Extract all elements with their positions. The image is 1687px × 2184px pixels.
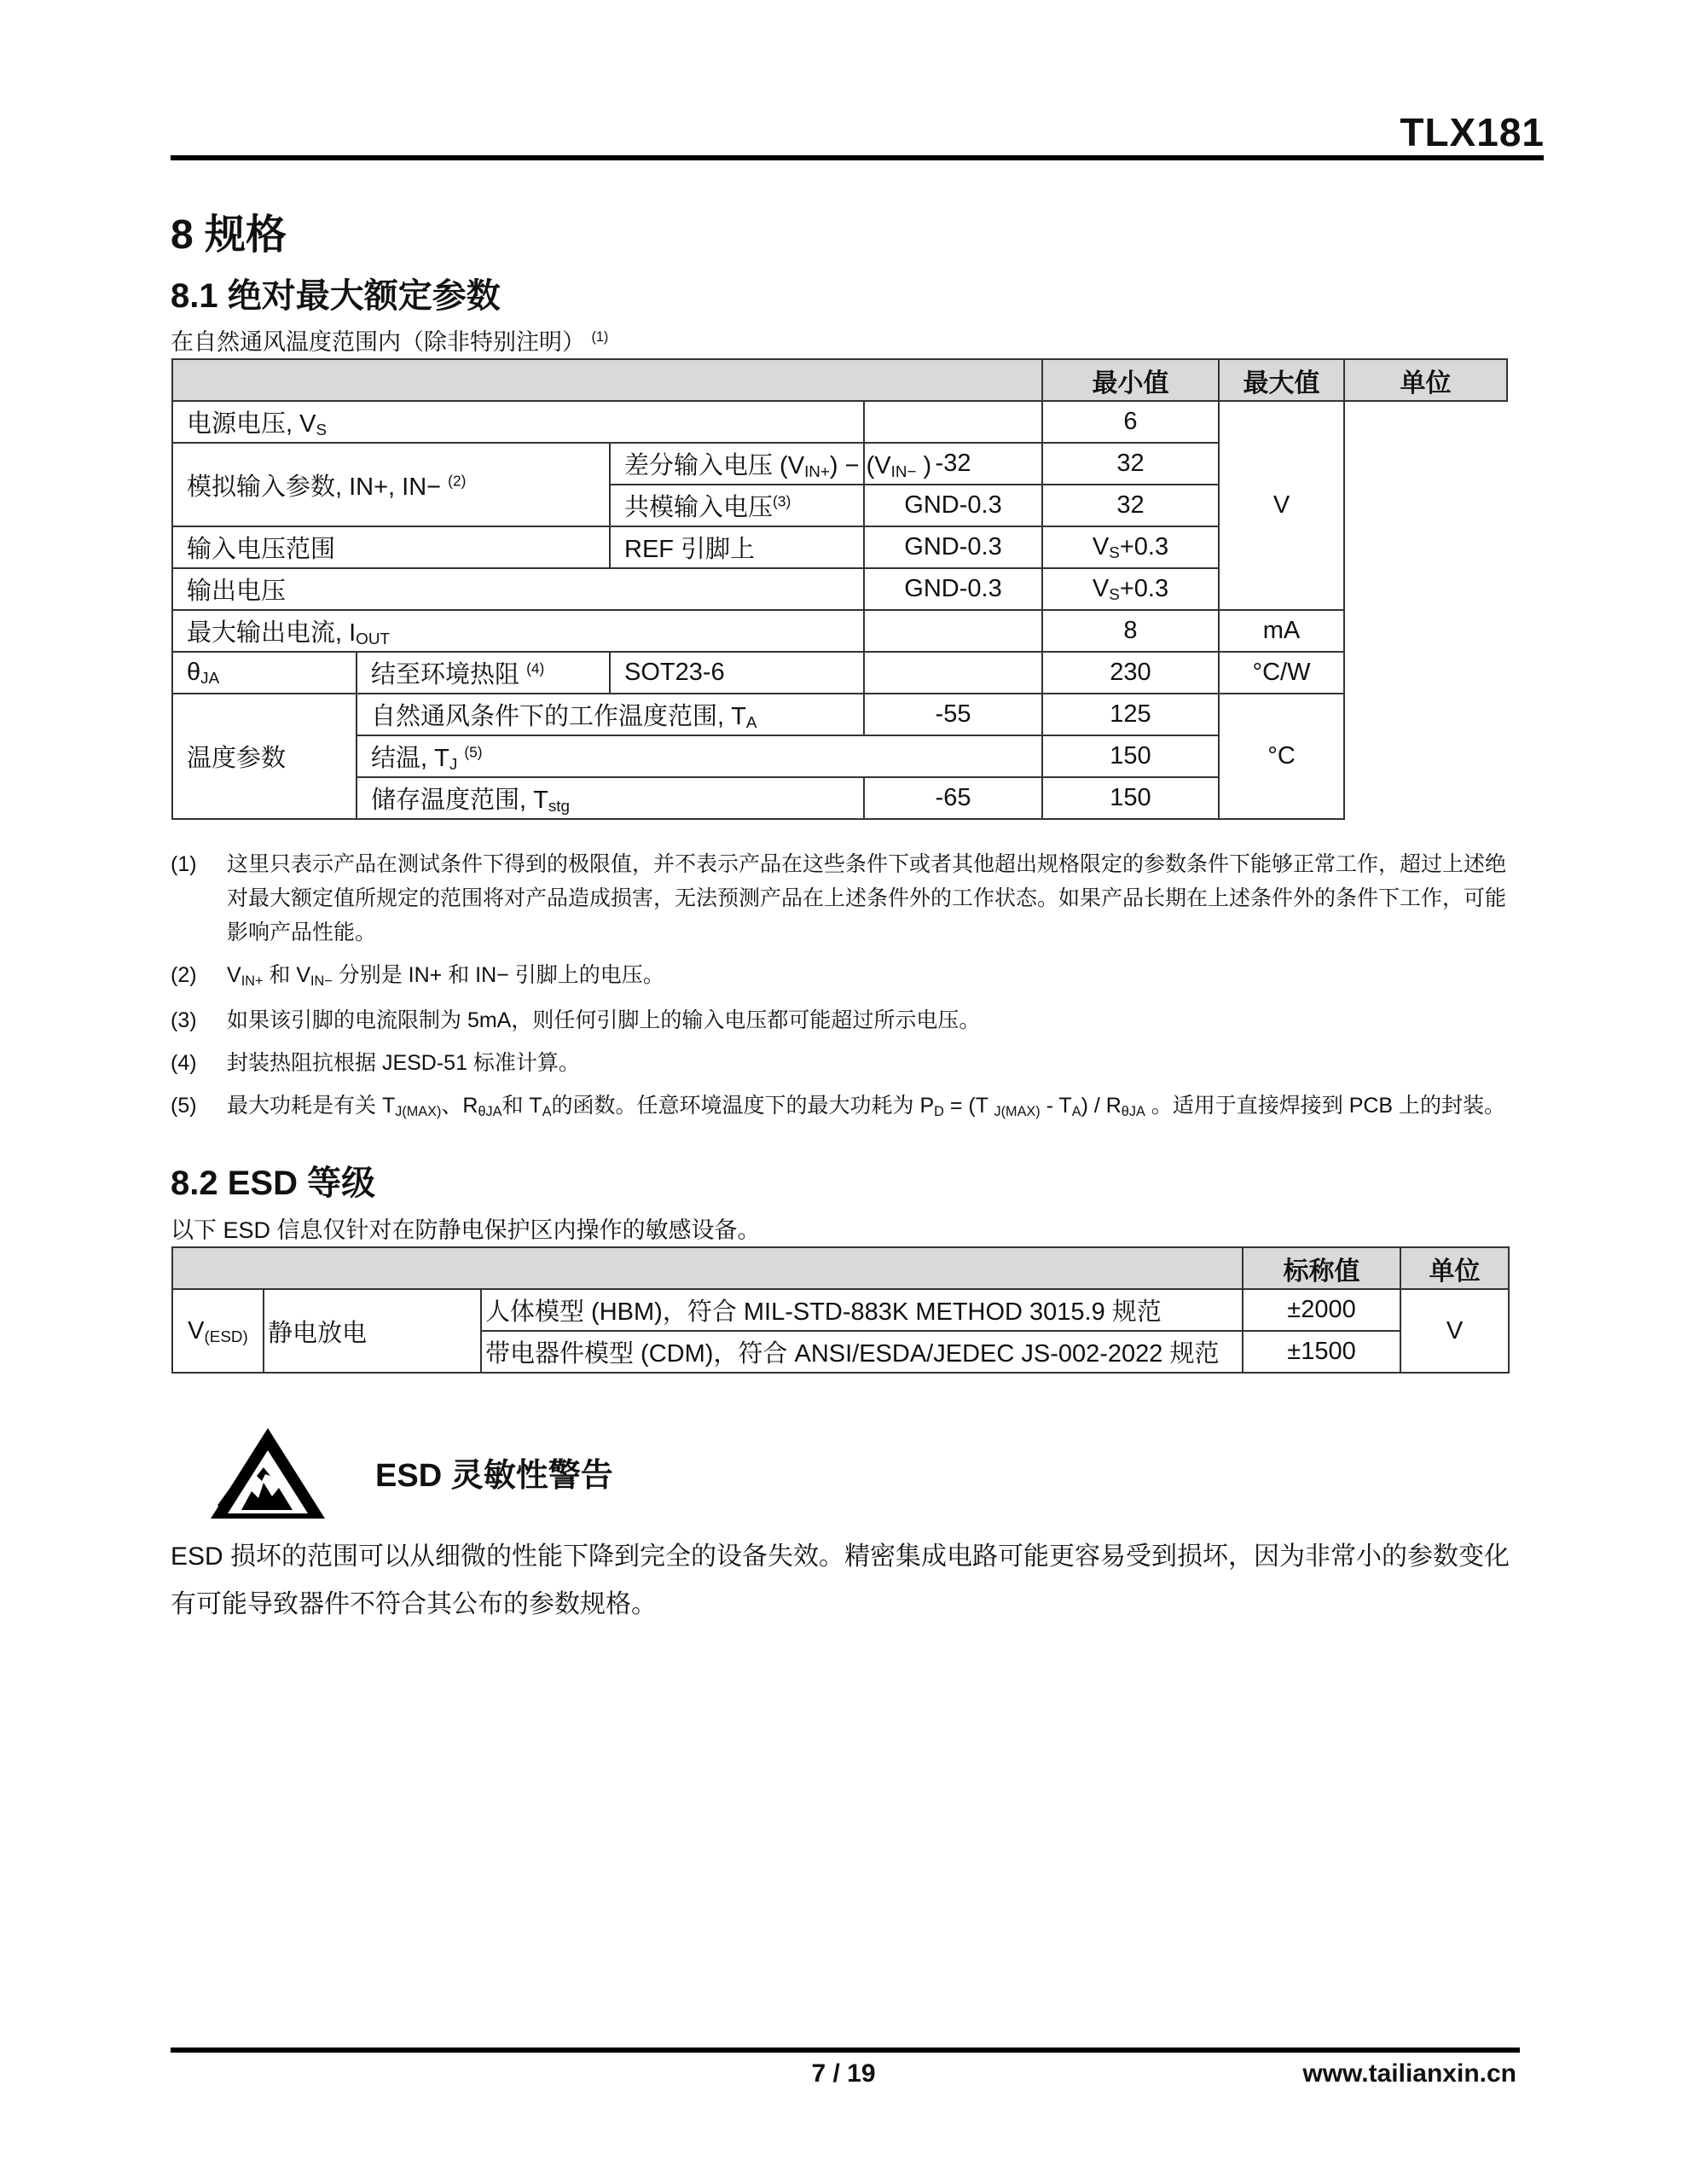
table-row — [172, 1289, 1509, 1331]
part-number: TLX181 — [1400, 110, 1545, 154]
table-header-row — [172, 1247, 1509, 1289]
cdm-value: ±1500 — [1243, 1331, 1400, 1373]
iout-label: 最大输出电流, $I_{OUT}$ — [172, 610, 864, 652]
esd-warning-title: ESD 灵敏性警告 — [375, 1458, 613, 1494]
storage-temp-max: 150 — [1042, 777, 1219, 819]
theta-max: 230 — [1042, 652, 1219, 694]
header-value: 标称值 — [1243, 1247, 1400, 1289]
cm-max: 32 — [1042, 485, 1219, 526]
esd-symbol: $V_{(ESD)}$ — [172, 1289, 264, 1373]
esd-title: 8.2 ESD 等级 — [171, 1165, 376, 1202]
footnotes — [171, 847, 1518, 1134]
esd-warning-body: ESD 损坏的范围可以从细微的性能下降到完全的设备失效。精密集成电路可能更容易受到损坏，因为非常小的参数变化有可能导致器件不符合其公布的参数规格。 — [171, 1542, 1510, 1618]
cm-min: GND-0.3 — [864, 485, 1042, 526]
iout-max: 8 — [1042, 610, 1219, 652]
amr-title: 8.1 绝对最大额定参数 — [171, 277, 501, 315]
diff-min: -32 — [864, 443, 1042, 485]
iout-min — [864, 610, 1042, 652]
esd-intro: 以下 ESD 信息仅针对在防静电保护区内操作的敏感设备。 — [171, 1217, 761, 1243]
diff-input-label: 差分输入电压 $(V_{IN+}) - (V_{IN-}$ ) — [610, 443, 864, 485]
theta-label: 结至环境热阻 $^{(4)}$ — [357, 652, 610, 694]
tj-label: 结温, $T_J$ $^{(5)}$ — [357, 735, 1042, 777]
header-unit: 单位 — [1344, 359, 1507, 401]
input-range-cond: REF 引脚上 — [610, 526, 864, 568]
storage-temp-label: 储存温度范围, $T_{stg}$ — [357, 777, 864, 819]
theta-symbol: $\theta_{JA}$ — [172, 652, 357, 694]
esd-sensitive-icon — [207, 1425, 328, 1523]
input-range-max: $V_S+0.3$ — [1042, 526, 1219, 568]
temp-label: 温度参数 — [172, 694, 357, 819]
op-temp-label: 自然通风条件下的工作温度范围, $T_A$ — [357, 694, 864, 735]
abs-max-table — [171, 358, 1508, 820]
theta-unit: °C/W — [1219, 652, 1344, 694]
diff-max: 32 — [1042, 443, 1219, 485]
output-min: GND-0.3 — [864, 568, 1042, 610]
website-link[interactable]: www.tailianxin.cn — [1302, 2059, 1516, 2088]
op-temp-max: 125 — [1042, 694, 1219, 735]
supply-min — [864, 401, 1042, 443]
hbm-label: 人体模型 (HBM)，符合 MIL-STD-883K METHOD 3015.9 规范 — [481, 1289, 1243, 1331]
footnote: (4) 封装热阻抗根据 JESD-51 标准计算。 — [171, 1051, 580, 1075]
table-row — [172, 401, 1507, 443]
header-blank — [172, 1247, 1243, 1289]
header-min: 最小值 — [1042, 359, 1219, 401]
esd-table — [171, 1246, 1510, 1374]
section-title: 8 规格 — [171, 212, 287, 258]
header-max: 最大值 — [1219, 359, 1344, 401]
footnote: (3) 如果该引脚的电流限制为 5mA，则任何引脚上的输入电压都可能超过所示电压。 — [171, 1008, 981, 1032]
iout-unit: mA — [1219, 610, 1344, 652]
theta-package: SOT23-6 — [610, 652, 864, 694]
temp-unit: °C — [1219, 694, 1344, 819]
input-range-label: 输入电压范围 — [172, 526, 610, 568]
header-unit: 单位 — [1400, 1247, 1509, 1289]
table-header-row — [172, 359, 1507, 401]
op-temp-min: -55 — [864, 694, 1042, 735]
output-label: 输出电压 — [172, 568, 864, 610]
voltage-unit: V — [1219, 401, 1344, 610]
cm-input-label: 共模输入电压$^{(3)}$ — [610, 485, 864, 526]
tj-max: 150 — [1042, 735, 1219, 777]
footer-rule — [171, 2048, 1520, 2053]
footnote: (5) 最大功耗是有关 $T_{J(MAX)}$、$R_{\theta JA}$和 $T_A$的函数。任意环境温度下的最大功耗为 $P_D = (T$ $_{J(MAX)} - T_A) / R_{\theta JA}$ 。适用于直接焊接到 PCB 上的封装。 — [171, 1094, 1506, 1119]
esd-label: 静电放电 — [264, 1289, 481, 1373]
table-row — [172, 610, 1507, 652]
footnote: (2) $V_{IN+}$ 和 $V_{IN-}$ 分别是 IN+ 和 IN− 引脚上的电压。 — [171, 963, 664, 989]
header-rule — [171, 155, 1544, 160]
supply-max: 6 — [1042, 401, 1219, 443]
header-blank — [172, 359, 1042, 401]
table-row — [172, 694, 1507, 735]
hbm-value: ±2000 — [1243, 1289, 1400, 1331]
analog-label: 模拟输入参数, IN+, IN− $^{(2)}$ — [172, 443, 610, 526]
table-row — [172, 652, 1507, 694]
storage-temp-min: -65 — [864, 777, 1042, 819]
input-range-min: GND-0.3 — [864, 526, 1042, 568]
output-max: $V_S+0.3$ — [1042, 568, 1219, 610]
amr-condition: 在自然通风温度范围内（除非特别注明） $^{(1)}$ — [171, 329, 609, 355]
page-number: 7 / 19 — [811, 2059, 876, 2088]
supply-label: 电源电压, $V_S$ — [172, 401, 864, 443]
cdm-label: 带电器件模型 (CDM)，符合 ANSI/ESDA/JEDEC JS-002-2022 规范 — [481, 1331, 1243, 1373]
theta-min — [864, 652, 1042, 694]
footnote: (1) 这里只表示产品在测试条件下得到的极限值，并不表示产品在这些条件下或者其他超出规格限定的参数条件下能够正常工作，超过上述绝对最大额定值所规定的范围将对产品造成损害，无法预测产品在上述条件外的工作状态。如果产品长期在上述条件外的条件下工作，可能影响产品性能。 — [171, 852, 1507, 944]
esd-unit: V — [1400, 1289, 1509, 1373]
